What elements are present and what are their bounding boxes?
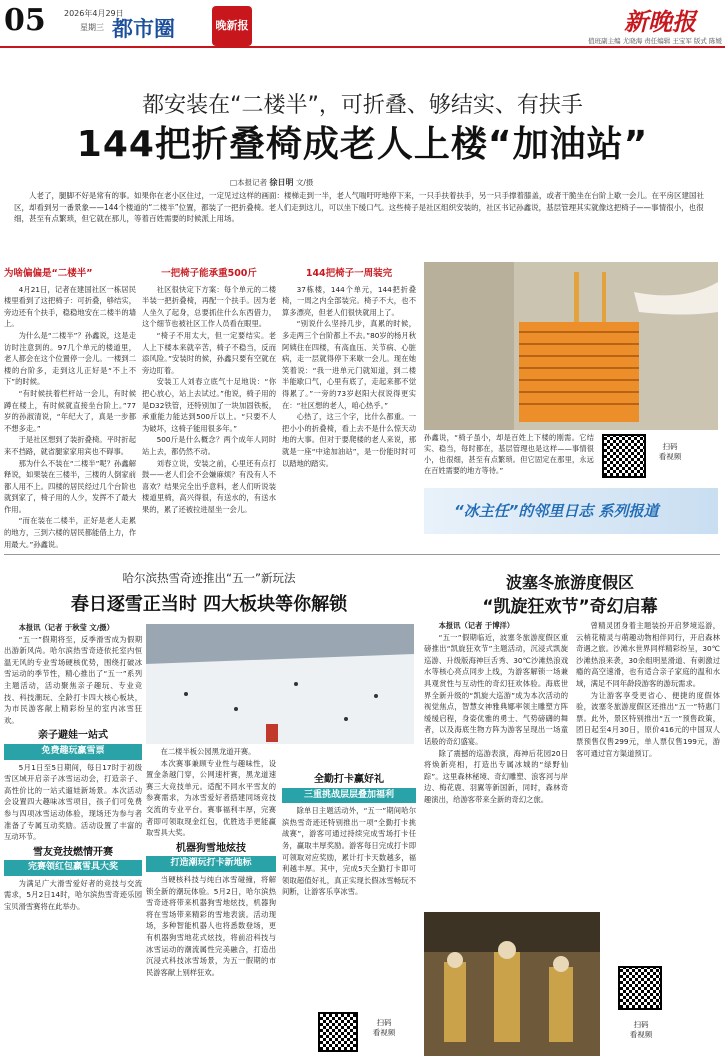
byline-name: 徐日明 xyxy=(269,178,294,187)
photo-caption: 孙鑫说，“椅子虽小，却是百姓上下楼的刚需。它结实、稳当，每时都在，基层管理也是这样——事情很小，也很细，甚至有点繁琐。但它固定在那里，永远在百姓需要的地方等待。” xyxy=(424,433,594,475)
page-header xyxy=(0,0,725,48)
snow-column-1 xyxy=(4,622,142,913)
qr-label: 扫码 看视频 xyxy=(658,442,682,461)
resort-column-2 xyxy=(576,620,720,759)
snow-title: 春日逐雪正当时 四大板块等你解锁 xyxy=(70,594,348,615)
block-text: 当硬核科技与纯白冰雪碰撞，将解锁全新的潮玩体验。5月2日，哈尔滨热雪奇迹将带来机器狗雪地炫技，机器狗将在雪场带来精彩的雪地表演。活动现场，多种智能机器人也将悉数登场，更有机器狗雪地花式炫技，将前沿科技与冰雪运动的潮流属性完美融合，打造出沉浸式科技冰雪场景，为五一假期的市民游客献上别样狂欢。 xyxy=(146,874,276,977)
newspaper-logo: 新晚报 xyxy=(624,7,696,36)
paragraph: 37栋楼，144个单元，144把折叠椅，一周之内全部装完。椅子不大，也不算多漂亮，但老人们很快就用上了。 xyxy=(282,284,416,317)
snow-byline: 本报讯（记者 于秋莹 文/摄） xyxy=(18,623,114,632)
block-head: 机器狗雪地炫技 xyxy=(176,842,246,854)
lead-column-1 xyxy=(4,268,136,550)
byline-suffix: 文/摄 xyxy=(295,178,314,187)
block-text: 为满足广大滑雪爱好者的竞技与交流需求，5月2日14时，哈尔滨热雪奇迹乐园宝贝滑雪赛将在此举办。 xyxy=(4,878,142,912)
seal-logo: 晚新报 xyxy=(212,6,252,46)
chair-photo xyxy=(424,262,718,430)
resort-column-1 xyxy=(424,620,568,806)
resort-text: 除了震撼的巡游表演，海神后花园20日将焕新亮相，打造出专属冰城的“绿野仙踪”。这里森林秘境、奇幻雕塑、浪客河与岸边、梅花鹿、羽翼等新国新，同时，森林奇趣演出，给游客带来全新的奇幻之旅。 xyxy=(424,748,568,804)
section-name: 都市圈 xyxy=(112,17,175,41)
lead-kicker: 都安装在“二楼半”，可折叠、够结实、有扶手 xyxy=(142,93,583,118)
lead-title: 144把折叠椅成老人上楼“加油站” xyxy=(76,124,649,165)
snow-column-3 xyxy=(282,746,416,898)
snow-column-2 xyxy=(146,746,276,978)
parade-photo xyxy=(424,912,600,1056)
block-bar: 打造潮玩打卡新地标 xyxy=(146,856,276,872)
block-bar: 三重挑战层层叠加福利 xyxy=(282,788,416,804)
subhead: 为啥偏偏是“二楼半” xyxy=(4,268,93,279)
qr-code[interactable] xyxy=(318,1012,358,1052)
snow-kicker: 哈尔滨热雪奇迹推出“五一”新玩法 xyxy=(122,571,296,585)
series-banner xyxy=(424,488,718,534)
byline-prefix: □本报记者 xyxy=(230,178,268,187)
paragraph: “而在装在二楼半，正好是老人走累的地方，三到六楼的居民都能借上力，作用最大。”孙鑫说。 xyxy=(4,516,136,549)
page-number: 05 xyxy=(4,3,46,38)
lead-paragraph: 人老了，腿脚不好是常有的事。如果你在老小区住过，一定见过这样的画面：楼梯走到一半，老人气喘吁吁地停下来，一只手扶着扶手，另一只手撑着膝盖，或者干脆坐在台阶上歇一会儿。在平房区建国社区，却看到另一番景象——144个楼道的“二楼半”位置，都装了一把折叠椅。老人们走到这儿，可以坐下缓口气。这些椅子是社区组织安装的，社区书记孙鑫说，基层管理其实就像这把椅子——事情很小，也很细，甚至有点繁琐，但它就在那儿，等着百姓需要的时候派上用场。 xyxy=(14,191,704,223)
subhead: 144把椅子一周装完 xyxy=(305,268,393,279)
editor-credits: 值班副主编 尤晓海 责任编辑 王宝军 版式 陈媛 xyxy=(588,37,722,45)
snow-text: 本次赛事兼顾专业性与趣味性，设置金条越门穿，公网速杆赛，黑龙道速赛三大竞技单元。适配不同水平雪友的参赛需求，为冰雪爱好者搭建同场竞技交流的专业平台。赛事福利丰厚，完赛者即可领取现金红包，优胜选手更能赢取雪具大奖。 xyxy=(146,758,276,838)
paragraph: 于是社区想到了装折叠椅。平时折起来不挡路，就省腿家家用宾也不碍事。 xyxy=(4,435,136,456)
issue-date: 2026年4月29日 xyxy=(64,9,124,18)
paragraph: 那为什么不装在“二楼半”呢？孙鑫解释说，如果装在三楼半，三楼的人倒家前都人用不上。四楼的居民经过几个台阶也就到家了，椅子用的人少，发挥不了最大作用。 xyxy=(4,458,136,514)
lead-byline xyxy=(230,177,530,188)
resort-title: “凯旋狂欢节”奇幻启幕 xyxy=(482,597,658,617)
paragraph: “有时候扶着栏杆站一会儿，有时候蹲在楼上，有时候就直接坐台阶上。”77岁的孙淑清说，“年纪大了，真是一步都不想多走。” xyxy=(4,388,136,433)
block-text: 5月1日至5日期间，每日17时于初级雪区域开启亲子冰雪运动会，打造亲子、高性价比的一站式遛娃新场景。本次活动会设置四大趣味冰雪项目，孩子们可免费参与四项冰雪运动体验，现场还为参与者准备了专属互动奖励。活动设置了丰富的互动环节。 xyxy=(4,762,142,842)
ski-slope-photo xyxy=(146,624,414,744)
paragraph: 为什么是“二楼半”？孙鑫说，这是走访时注意到的。97几个单元的楼道里，老人都会在这个位置停一会儿。一楼到二楼的台阶多，走到这儿正好是“不上不下”的时候。 xyxy=(4,330,136,387)
parade-drawing xyxy=(424,912,600,1056)
subhead: 一把椅子能承重500斤 xyxy=(161,268,257,279)
block-head: 亲子避娃一站式 xyxy=(38,730,108,742)
issue-weekday: 星期三 xyxy=(80,23,104,32)
snow-intro: “五一”假期将至，反季滑雪成为假期出游新风尚。哈尔滨热雪奇迹依托室内恒温无风的专业雪场硬核优势，围绕打破冰雪运动的季节性，精心推出了“五一”系列主题活动，活动聚焦亲子趣玩、专业竞技、科技潮玩、全龄打卡四大核心板块，为市民游客献上精彩纷呈的室内冰雪狂欢。 xyxy=(4,634,142,725)
snow-photo-caption: 在二楼半板公园黑龙道开赛。 xyxy=(160,747,256,756)
paragraph: 刘春立说，安装之前，心里还有点打鼓——老人们会不会嫌麻烦？有没有人不喜欢？结果完全出乎意料，老人们听说装楼道里椅，高兴得很，有送水的，有送水果的，累了还被拉进屋坐一会儿。 xyxy=(142,458,276,514)
ski-slope-drawing xyxy=(146,624,414,744)
paragraph: “别说什么坚持几步，真累的时候，多走两三个台阶都上不去。”80岁的杨月秋阿姨住在四楼，有高血压、关节病、心脏病，走一层就得停下来歇一会儿。现在她笑着说：“我一进单元门就知道，到二楼半能歇口气，心里有底了，走起来都不觉得累了。”一旁的73岁赵阳大叔说得更实在：“社区想的老人，咱心热乎。” xyxy=(282,319,416,410)
divider xyxy=(4,554,720,555)
resort-kicker: 波塞冬旅游度假区 xyxy=(505,573,634,592)
paragraph: 心热了，这三个字，比什么都重。一把小小的折叠椅，看上去不是什么惊天动地的大事。但对于要爬楼的老人来说，那就是一座“中途加油站”，是一份能时时可以踏地的踏实。 xyxy=(282,412,416,468)
banner-text: “冰主任”的邻里日志 系列报道 xyxy=(454,502,659,520)
block-bar: 免费趣玩赢雪票 xyxy=(4,744,142,760)
qr-label: 扫码 看视频 xyxy=(629,1020,653,1039)
lead-column-3 xyxy=(282,268,416,469)
qr-code[interactable] xyxy=(602,434,646,478)
resort-text: 曾精灵团身着主题装扮开启梦境巡游，云梢花精灵与萌趣动物相伴同行，开启森林奇遇之旅。沙滩水世界同样精彩纷呈，30℃沙滩热浪来袭，30余组明星滑道、有刺激过瘾的高空速滑，也有适合亲子家庭的温和水域，满足不同年龄段游客的游玩需求。 xyxy=(576,621,720,688)
resort-text: 为让游客享受更省心、便捷的度假体验，波塞冬旅游度假区还推出“五一”特惠门票。此外，景区特别推出“五一”预售政策，团日起至4月30日，原价416元的中国双人票预售仅售299元，单人票仅售199元，游客可通过官方渠道预订。 xyxy=(576,690,720,758)
lead-column-2 xyxy=(142,268,276,515)
block-head: 雪友竞技燃情开赛 xyxy=(33,846,113,858)
paragraph: 社区很快定下方案：每个单元的二楼半装一把折叠椅，再配一个扶手。因为老人坐久了起身，总要抓住什么东西借力，这个细节也被社区工作人员看在眼里。 xyxy=(142,284,276,329)
qr-label: 扫码 看视频 xyxy=(372,1018,396,1037)
chair-photo-drawing xyxy=(424,262,718,430)
resort-byline: 本报讯（记者 于博洋） xyxy=(438,621,515,630)
paragraph: “椅子不用太大，但一定要结实。老人上下楼本来就辛苦，椅子不稳当，反而添风险。”安装时的候，孙鑫只要有空就在旁边盯着。 xyxy=(142,330,276,375)
block-head: 全勤打卡赢好礼 xyxy=(314,774,384,785)
paragraph: 500斤是什么概念？两个成年人同时站上去，都仍然不动。 xyxy=(142,435,276,456)
paragraph: 安装工人刘春立底气十足地说：“你把心放心，站上去试过。”他说，椅子用的是D32铁管，还特别加了一块加固铁板，承重能力能达到500斤以上。“只要不人为破坏，这椅子能用很多年。” xyxy=(142,377,276,433)
block-bar: 完赛领红包赢雪具大奖 xyxy=(4,860,142,876)
qr-code[interactable] xyxy=(618,966,662,1010)
resort-text: “五一”假期临近，波塞冬旅游度假区重磅推出“凯旋狂欢节”主题活动，沉浸式凯旋巡游、升级版海神巨舌秀、30℃沙滩热浪戏水等核心亮点同步上线，为游客解锁一场兼具观赏性与互动性的奇幻狂欢体验。海底世界全新升级的“凯旋大巡游”成为本次活动的视觉焦点，智慧女神雅典娜率领主雕塑方阵缓缓启程，身姿优雅的勇士、气势磅礴的舞者，以及海底生物方阵为游客呈现出一场童话般的奇幻盛宴。 xyxy=(424,632,568,746)
block-text: 除单日主题活动外，“五一”期间哈尔滨热雪奇迹还特别推出一项“全勤打卡挑战赛”，游客可通过持续完成雪场打卡任务，赢取丰厚奖励。游客每日完成打卡即可领取对应奖励，累计打卡天数越多，福利越丰厚。其中，完成5天全勤打卡即可领取超值好礼，真正实现长假冰雪畅玩不间断，让游客乐享冰雪。 xyxy=(282,806,416,897)
paragraph: 4月21日，记者在建国社区一栋居民楼里看到了这把椅子：可折叠，够结实，旁边还有个扶手，稳稳地安在二楼半的墙上。 xyxy=(4,284,136,329)
